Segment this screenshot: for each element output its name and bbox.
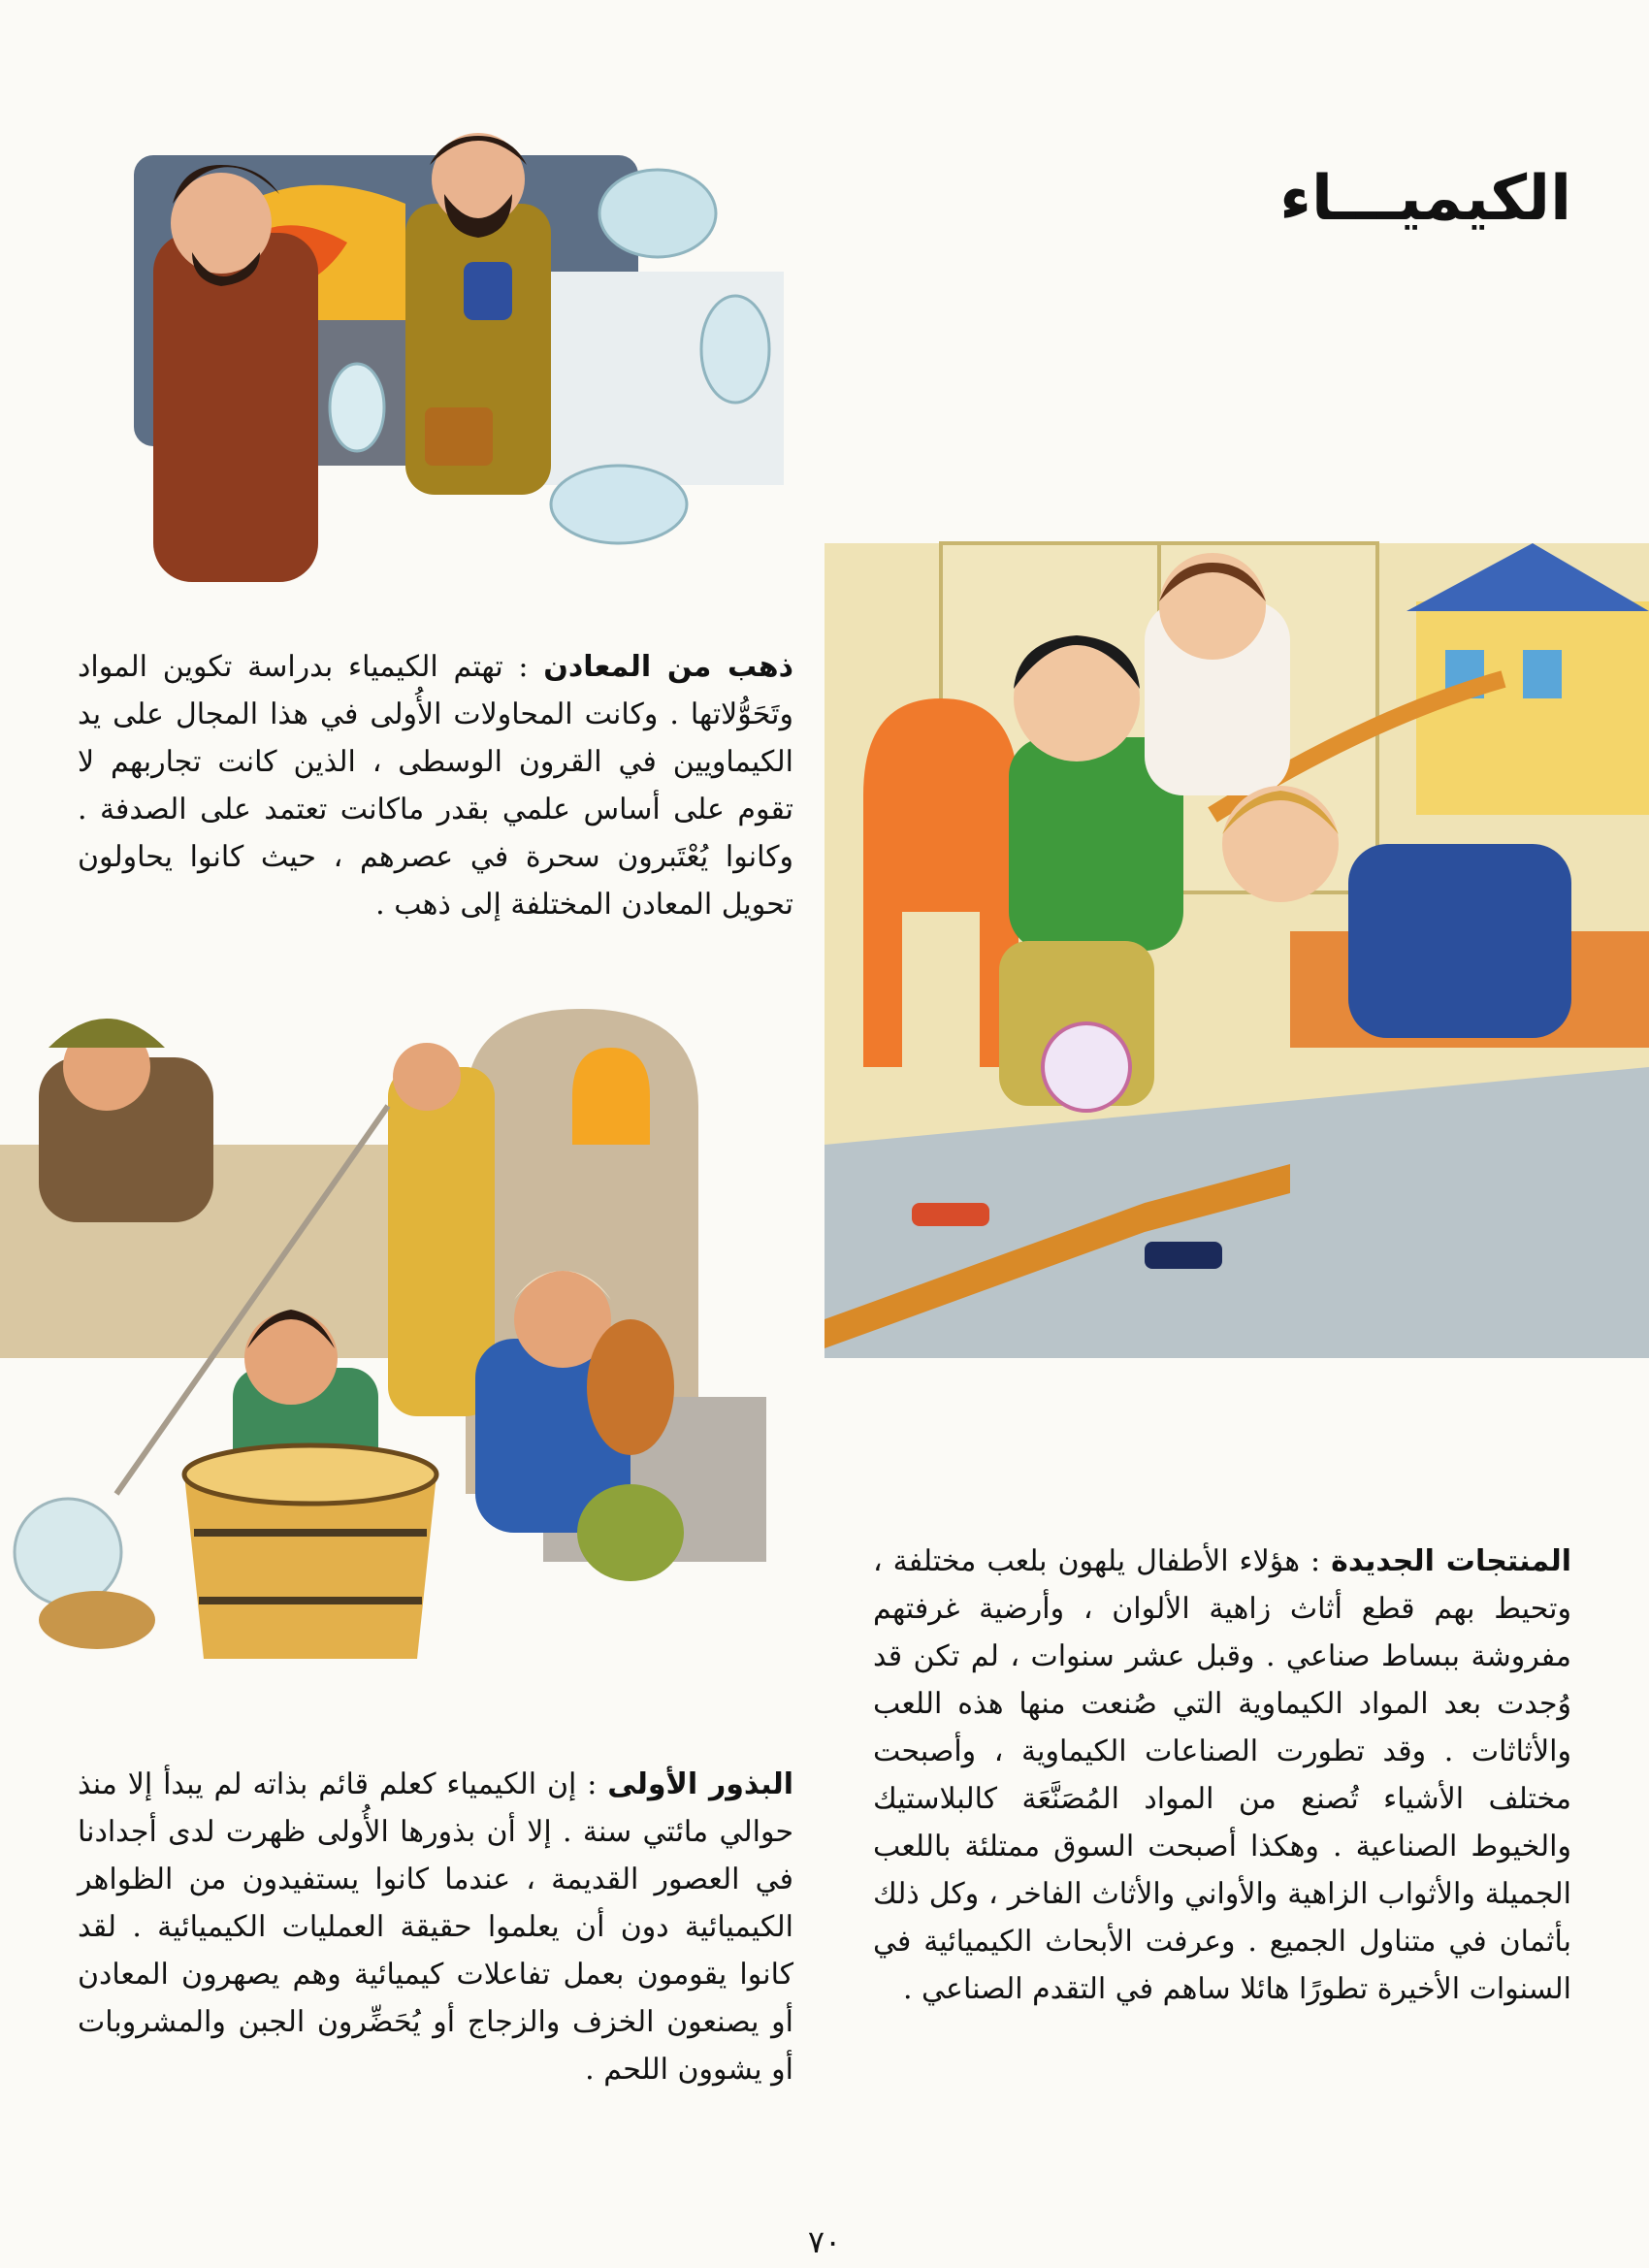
ancient-crafts-illustration [0,989,795,1659]
paragraph-text: : إن الكيمياء كعلم قائم بذاته لم يبدأ إلا منذ حوالي مائتي سنة . إلا أن بذورها الأُولى ظهرت لدى أجدادنا في العصور القديمة ، عندما كانوا يستفيدون من الظواهر الكيميائية دون أن يعلموا حقيقة العمليات الكيميائية . لقد كانوا يقومون بعمل تفاعلات كيميائية وهم يصهرون المعادن أو يصنعون الخزف والزجاج أو يُحَضِّرون الجبن والمشروبات أو يشوون اللحم . [78,1767,793,2087]
alchemists-illustration [114,97,793,601]
page-title: الكيميـــاء [1279,163,1571,235]
children-toys-illustration [824,524,1649,1358]
paragraph-heading: المنتجات الجديدة [1331,1544,1571,1578]
page-number: ٧٠ [807,2223,842,2260]
paragraph-text: : تهتم الكيمياء بدراسة تكوين المواد وتَحَوُّلاتها . وكانت المحاولات الأُولى في هذا المجال على يد الكيماويين في القرون الوسطى ، الذين كانت تجاربهم لا تقوم على أساس علمي بقدر ماكانت تعتمد على الصدفة . وكانوا يُعْتَبرون سحرة في عصرهم ، حيث كانوا يحاولون تحويل المعادن المختلفة إلى ذهب . [78,650,793,922]
paragraph-heading: البذور الأولى [607,1767,794,1801]
paragraph-text: : هؤلاء الأطفال يلهون بلعب مختلفة ، وتحيط بهم قطع أثاث زاهية الألوان ، وأرضية غرفتهم مفروشة ببساط صناعي . وقبل عشر سنوات ، لم تكن قد وُجدت بعد المواد الكيماوية التي صُنعت منها هذه اللعب والأثاثات . وقد تطورت الصناعات الكيماوية ، وأصبحت مختلف الأشياء تُصنع من المواد المُصَنَّعَة كالبلاستيك والخيوط الصناعية . وهكذا أصبحت السوق ممتلئة باللعب الجميلة والأثواب الزاهية والأواني والأثاث الفاخر ، وكل ذلك بأثمان في متناول الجميع . وعرفت الأبحاث الكيميائية في السنوات الأخيرة تطورًا هائلا ساهم في التقدم الصناعي . [873,1544,1571,2006]
paragraph-gold-from-metals [78,643,793,928]
paragraph-heading: ذهب من المعادن [543,650,793,684]
paragraph-first-seeds [78,1761,793,2093]
paragraph-new-products [873,1538,1571,2013]
